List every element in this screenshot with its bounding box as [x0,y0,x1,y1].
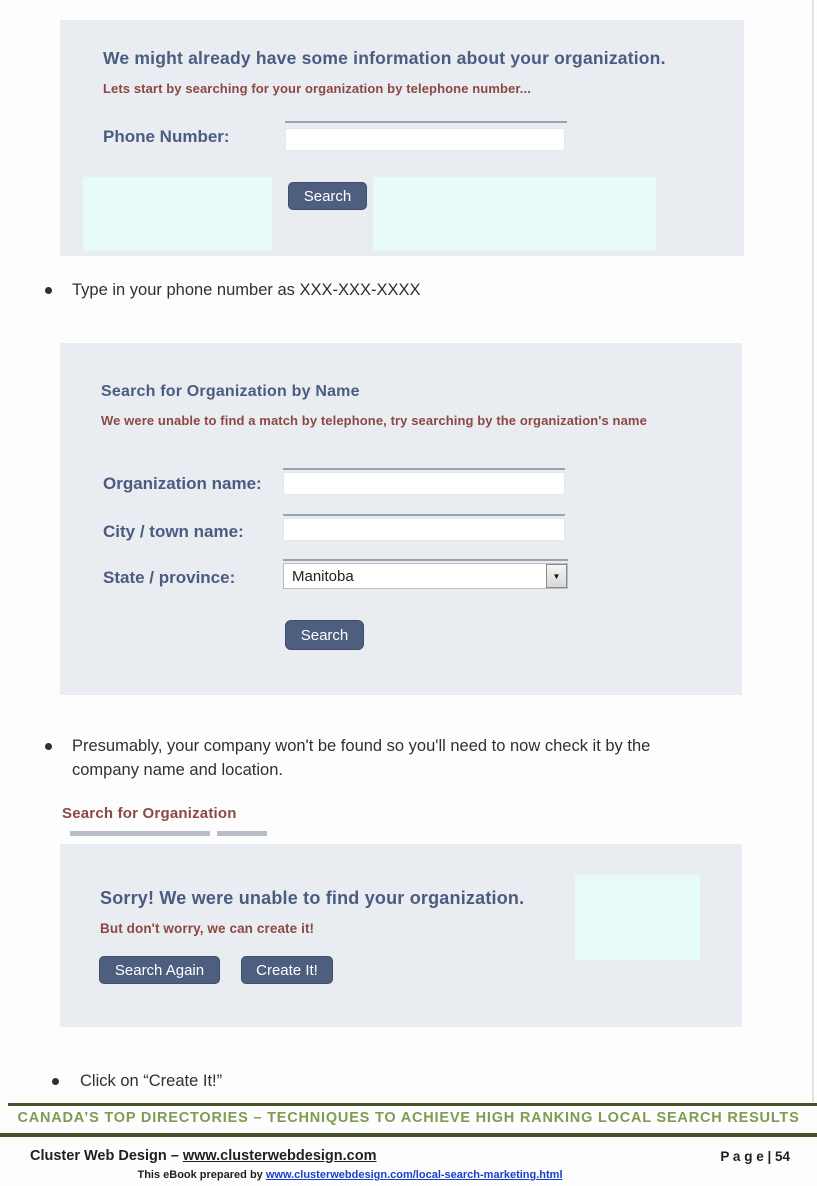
state-province-value: Manitoba [292,567,354,585]
footer-banner: CANADA’S TOP DIRECTORIES – TECHNIQUES TO ACHIEVE HIGH RANKING LOCAL SEARCH RESULTS [17,1110,800,1126]
highlight-box-right [373,177,656,251]
bullet-item-presumably: Presumably, your company won't be found so you'll need to now check it by the company name and location. [72,737,651,779]
footer-prepared-prefix: This eBook prepared by [137,1169,266,1181]
bullet-item-click-create: Click on “Create It!” [80,1072,223,1090]
create-it-button[interactable]: Create It! [241,956,333,984]
phone-number-label: Phone Number: [103,127,230,146]
highlight-box [575,875,700,960]
search-for-organization-heading: Search for Organization [62,805,237,822]
input-top-rule [283,514,565,516]
result-panel-heading: Sorry! We were unable to find your organization. [100,888,525,908]
page-number: P a g e | 54 [720,1149,790,1164]
footer-company [30,1148,376,1164]
bullet-item-phone-format: Type in your phone number as XXX-XXX-XXXX [72,281,421,299]
result-panel [60,844,742,1027]
phone-panel-subtext: Lets start by searching for your organization by telephone number... [103,81,531,96]
bullet-icon [45,743,52,750]
search-again-button[interactable]: Search Again [99,956,220,984]
screenshot-crop-artifact [70,831,210,836]
city-town-label: City / town name: [103,522,244,541]
input-top-rule [283,559,568,561]
organization-name-label: Organization name: [103,474,262,493]
phone-search-panel [60,20,744,256]
name-panel-subtext: We were unable to find a match by telephone, try searching by the organization's name [101,413,647,428]
input-top-rule [285,121,567,123]
footer-prepared-link[interactable]: www.clusterwebdesign.com/local-search-marketing.html [265,1169,563,1181]
input-top-rule [283,468,565,470]
banner-bottom-rule [0,1133,817,1137]
bullet-icon [45,287,52,294]
phone-number-input[interactable] [285,128,565,151]
name-search-button[interactable]: Search [285,620,364,650]
phone-panel-heading: We might already have some information about your organization. [103,48,666,68]
result-panel-subtext: But don't worry, we can create it! [100,921,315,936]
screenshot-crop-artifact [217,831,267,836]
page-edge-line [812,0,814,1102]
organization-name-input[interactable] [283,472,565,495]
state-province-select[interactable] [283,563,568,589]
phone-search-button[interactable]: Search [288,182,367,210]
dropdown-arrow-icon[interactable]: ▼ [546,564,567,588]
city-town-input[interactable] [283,518,565,541]
name-search-panel [60,343,742,695]
footer-company-prefix: Cluster Web Design – [30,1148,183,1164]
highlight-box-left [83,177,272,251]
banner-top-rule [8,1103,817,1106]
name-panel-heading: Search for Organization by Name [101,383,360,400]
footer-prepared [0,1169,700,1181]
state-province-label: State / province: [103,568,236,587]
bullet-icon [52,1078,59,1085]
footer-company-link[interactable]: www.clusterwebdesign.com [182,1148,377,1164]
